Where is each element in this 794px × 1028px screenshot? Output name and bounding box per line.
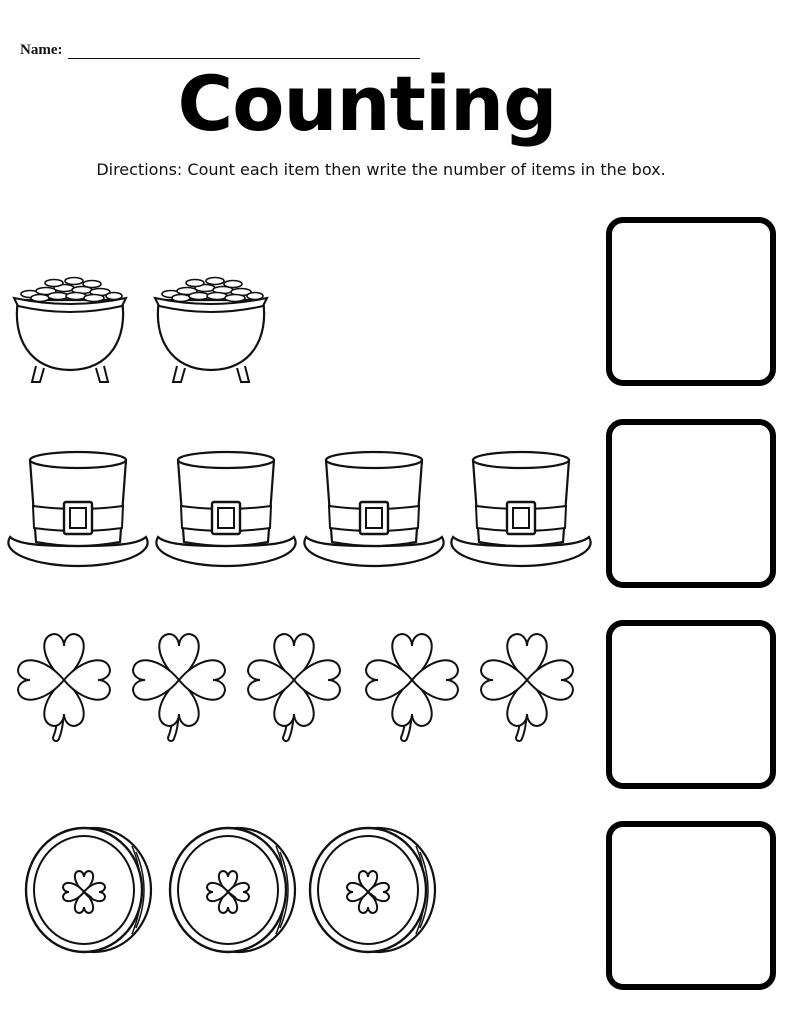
shamrock-icon: [133, 634, 225, 738]
row-pots: [14, 278, 267, 383]
answer-box-shamrocks[interactable]: [609, 623, 773, 786]
pot-of-gold-icon: [14, 278, 126, 383]
leprechaun-hat-icon: [304, 452, 443, 566]
answer-box-hats[interactable]: [609, 422, 773, 585]
shamrock-icon: [366, 634, 458, 738]
leprechaun-hat-icon: [8, 452, 147, 566]
shamrock-icon: [248, 634, 340, 738]
shamrock-icon: [18, 634, 110, 738]
shamrock-icon: [481, 634, 573, 738]
row-coins: [26, 828, 435, 952]
gold-coin-icon: [310, 828, 435, 952]
leprechaun-hat-icon: [156, 452, 295, 566]
row-hats: [8, 452, 590, 566]
gold-coin-icon: [170, 828, 295, 952]
pot-of-gold-icon: [155, 278, 267, 383]
gold-coin-icon: [26, 828, 151, 952]
directions-text: Directions: Count each item then write the number of items in the box.: [96, 160, 666, 179]
name-label: Name:: [20, 42, 63, 58]
answer-box-pots[interactable]: [609, 220, 773, 383]
leprechaun-hat-icon: [451, 452, 590, 566]
page-title: Counting: [177, 59, 557, 148]
answer-box-coins[interactable]: [609, 824, 773, 987]
row-shamrocks: [18, 634, 573, 738]
